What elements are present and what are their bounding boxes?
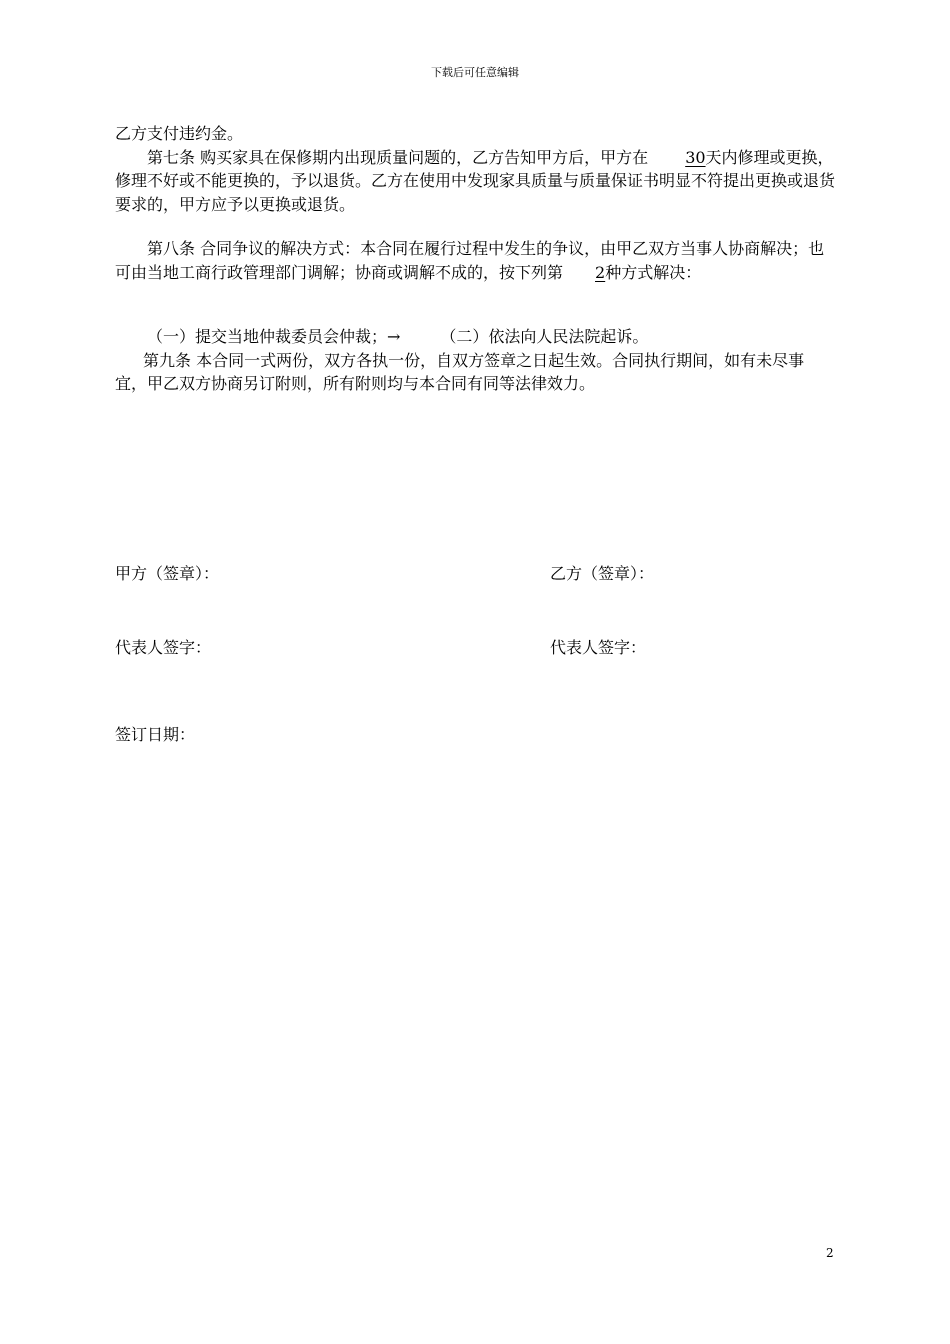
option-litigation: （二）依法向人民法院起诉。 — [440, 327, 649, 346]
contract-clauses-part1 — [115, 122, 835, 216]
article-7-rest: 天内修理或更换，修理不好或不能更换的，予以退货。乙方在使用中发现家具质量与质量保证书明显不符提出更换或退货要求的，甲方应予以更换或退货。 — [115, 147, 836, 214]
party-a-representative-label: 代表人签字： — [115, 638, 212, 657]
contract-clauses-part2 — [115, 237, 835, 284]
page-header: 下载后可任意编辑 — [431, 66, 519, 79]
article-8-lead: 第八条 合同争议的解决方式：本合同在履行过程中发生的争议，由甲乙双方当事人协商解决；也可由当地工商行政管理部门调解；协商或调解不成的，按下列第 — [115, 239, 825, 282]
party-a-seal-label: 甲方（签章）： — [115, 564, 220, 583]
article-8 — [115, 237, 835, 284]
article-7-days: 30 — [685, 147, 706, 167]
clause-penalty-line: 乙方支付违约金。 — [115, 124, 244, 143]
contract-clauses-part3 — [115, 325, 835, 396]
article-7 — [115, 146, 835, 217]
page-number: 2 — [826, 1246, 834, 1260]
article-9: 第九条 本合同一式两份，双方各执一份，自双方签章之日起生效。合同执行期间，如有未尽事宜，甲乙双方协商另订附则，所有附则均与本合同有同等法律效力。 — [115, 350, 805, 393]
party-b-seal-label: 乙方（签章）： — [550, 564, 655, 583]
article-8-rest: 种方式解决： — [605, 262, 702, 282]
party-b-representative-label: 代表人签字： — [550, 638, 647, 657]
article-8-option-number: 2 — [595, 262, 606, 282]
article-7-lead: 第七条 购买家具在保修期内出现质量问题的，乙方告知甲方后，甲方在 — [147, 147, 654, 167]
arrow-icon: → — [387, 327, 401, 346]
signing-date-label: 签订日期： — [115, 725, 196, 744]
option-arbitration: （一）提交当地仲裁委员会仲裁； — [147, 327, 388, 346]
dispute-options — [115, 325, 835, 349]
